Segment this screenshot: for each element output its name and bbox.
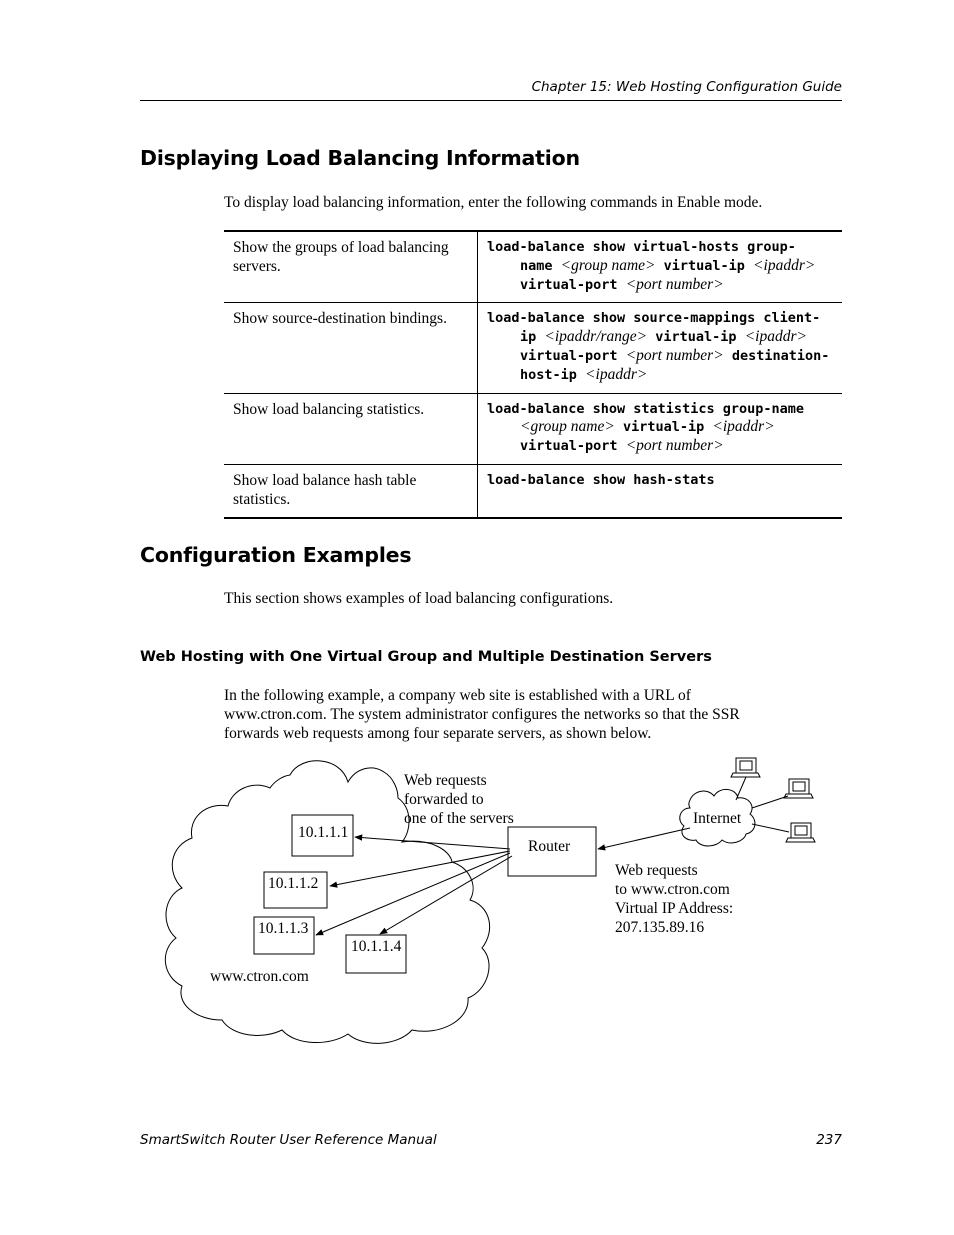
server-label: 10.1.1.4: [351, 938, 402, 955]
cmd-argument: <ipaddr>: [712, 418, 775, 436]
section-intro-displaying: To display load balancing information, enter the following commands in Enable mode.: [224, 194, 763, 211]
cmd-line: load-balance show hash-stats: [487, 471, 715, 488]
link-line: [752, 796, 788, 808]
row-description: Show source-destination bindings.: [224, 303, 478, 393]
computer-icon: [786, 823, 815, 842]
command-table: [224, 230, 842, 519]
row-command: [478, 393, 843, 464]
cmd-line: [487, 366, 834, 385]
cmd-keyword: virtual-port: [520, 276, 618, 293]
request-label-line: Virtual IP Address:: [615, 900, 734, 917]
cmd-line: load-balance show statistics group-name: [487, 400, 804, 417]
cmd-line: [487, 328, 834, 347]
server-label: 10.1.1.2: [268, 875, 319, 892]
row-description: Show load balance hash table statistics.: [224, 464, 478, 518]
footer-page-number: 237: [816, 1132, 842, 1148]
table-row: [224, 393, 842, 464]
arrow-to-server: [355, 837, 510, 849]
cmd-keyword: virtual-port: [520, 438, 618, 455]
cmd-keyword: virtual-ip: [655, 329, 737, 346]
paragraph-line: www.ctron.com. The system administrator configures the networks so that the SSR: [224, 706, 740, 723]
router-label: Router: [528, 838, 571, 855]
cmd-line: [487, 257, 834, 276]
table-row: [224, 231, 842, 303]
internet-label: Internet: [693, 810, 742, 827]
cmd-line: load-balance show source-mappings client-: [487, 310, 821, 327]
row-command: [478, 231, 843, 303]
server-label: 10.1.1.3: [258, 920, 309, 937]
section-title-configuration: Configuration Examples: [140, 543, 412, 567]
row-command: [478, 303, 843, 393]
cmd-argument: <port number>: [625, 275, 724, 293]
site-label: www.ctron.com: [210, 968, 309, 985]
cmd-keyword: virtual-ip: [663, 257, 745, 274]
arrow-to-server: [380, 856, 512, 934]
computer-icon: [731, 758, 760, 777]
cmd-argument: <group name>: [520, 418, 615, 436]
request-label-line: 207.135.89.16: [615, 919, 705, 936]
cmd-argument: <ipaddr>: [744, 328, 807, 346]
arrow-to-server: [330, 851, 510, 886]
cmd-line: [487, 437, 834, 456]
cmd-keyword: virtual-ip: [622, 419, 705, 436]
cmd-argument: <ipaddr>: [753, 256, 816, 274]
table-row: [224, 464, 842, 518]
section-intro-configuration: This section shows examples of load balancing configurations.: [224, 590, 614, 607]
row-description: Show load balancing statistics.: [224, 393, 478, 464]
cmd-line: [487, 276, 834, 295]
cmd-argument: <port number>: [625, 346, 724, 364]
paragraph-line: In the following example, a company web site is established with a URL of: [224, 687, 691, 704]
link-line: [752, 824, 789, 832]
paragraph-line: forwards web requests among four separate servers, as shown below.: [224, 725, 652, 742]
forward-label-line: one of the servers: [404, 810, 514, 827]
cmd-argument: <port number>: [625, 437, 724, 455]
running-header: Chapter 15: Web Hosting Configuration Guide: [531, 79, 842, 95]
subsection-title: Web Hosting with One Virtual Group and Multiple Destination Servers: [140, 649, 712, 665]
request-label-line: Web requests: [615, 862, 698, 879]
cmd-line: [487, 418, 834, 437]
row-command: [478, 464, 843, 518]
forward-label-line: forwarded to: [404, 791, 484, 808]
cmd-line: load-balance show virtual-hosts group-: [487, 239, 796, 255]
cmd-keyword: ip: [520, 329, 537, 346]
arrow-to-router: [598, 828, 690, 849]
table-row: [224, 303, 842, 393]
cmd-argument: <ipaddr/range>: [544, 328, 648, 346]
cmd-argument: <group name>: [560, 256, 656, 274]
row-description: Show the groups of load balancing servers.: [224, 231, 478, 303]
cmd-line: [487, 347, 834, 366]
link-line: [736, 777, 746, 800]
cmd-keyword: name: [520, 257, 553, 274]
server-label: 10.1.1.1: [298, 824, 349, 841]
cmd-keyword: destination-: [731, 347, 830, 364]
cmd-keyword: virtual-port: [520, 347, 618, 364]
network-diagram: [0, 750, 954, 1050]
request-label-line: to www.ctron.com: [615, 881, 730, 898]
section-title-displaying: Displaying Load Balancing Information: [140, 146, 580, 170]
footer-manual-title: SmartSwitch Router User Reference Manual: [140, 1132, 437, 1148]
arrow-to-server: [316, 853, 510, 935]
computer-icon: [784, 779, 813, 798]
subsection-paragraph: [224, 686, 844, 743]
forward-label-line: Web requests: [404, 772, 487, 789]
header-rule: [140, 100, 842, 101]
cmd-keyword: host-ip: [520, 366, 577, 383]
cmd-argument: <ipaddr>: [585, 365, 648, 383]
